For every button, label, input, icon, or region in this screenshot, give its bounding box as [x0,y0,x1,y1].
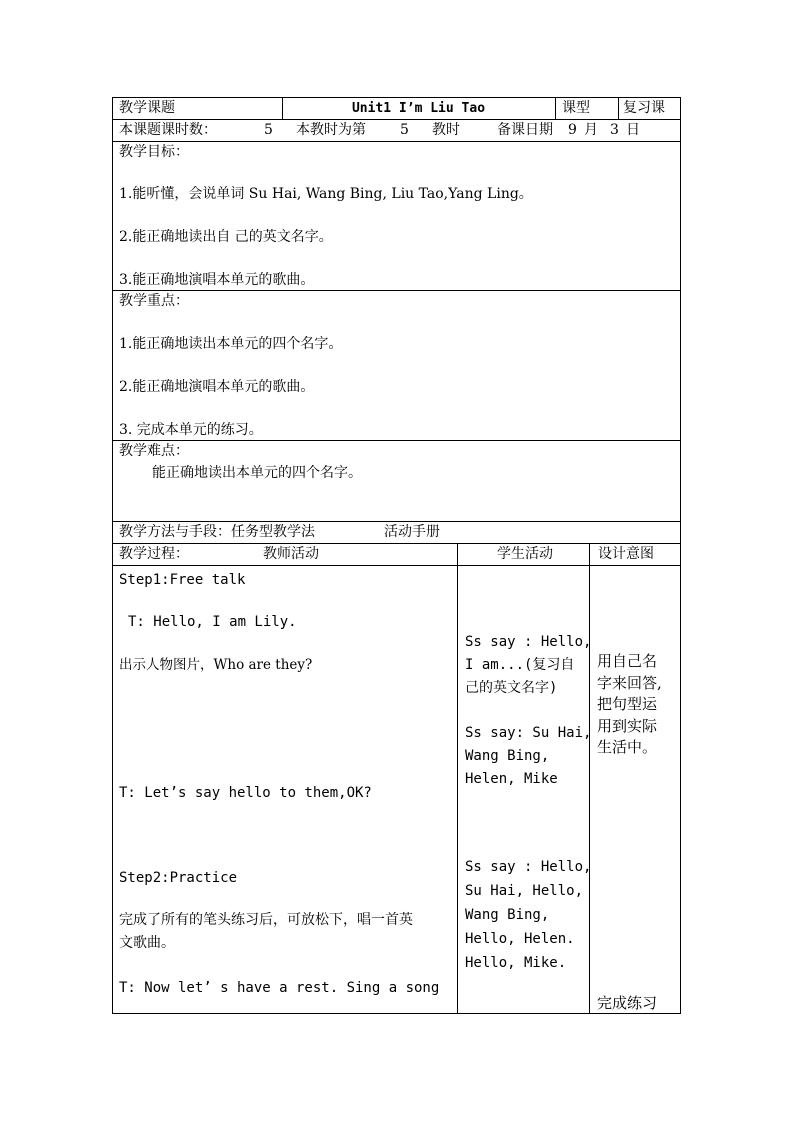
student-line: Wang Bing, [465,748,550,764]
key-points-title: 教学重点： [119,293,189,309]
row-divider [112,565,681,566]
practice-line: 文歌曲。 [119,935,175,951]
student-line: I am...(复习自 [465,657,575,673]
teacher-rest: T: Now let’ s have a rest. Sing a song [119,980,440,996]
key-point-item: 2.能正确地演唱本单元的歌曲。 [119,379,315,395]
student-line: 己的英文名字) [465,680,558,696]
student-line: Su Hai, Hello, [465,883,584,899]
row-divider [112,141,681,142]
row-divider [112,521,681,522]
design-finish: 完成练习 [597,994,658,1012]
lessons-label: 本课题课时数： [119,122,217,138]
design-line: 把句型运 [597,695,658,713]
teacher-greeting: T: Hello, I am Lily. [128,614,297,630]
methods-tool: 活动手册 [384,524,440,540]
design-intent-text [597,651,662,759]
date-month: 9 [568,122,577,138]
step1-title: Step1:Free talk [119,572,246,588]
type-label: 课型 [562,100,590,116]
col-divider [618,97,619,119]
design-line: 用自己名 [597,652,658,670]
difficulties-text: 能正确地读出本单元的四个名字。 [152,465,362,481]
student-activity-group [465,631,591,700]
row-divider [112,119,681,120]
objectives-title: 教学目标： [119,144,189,160]
design-line: 生活中。 [597,738,658,756]
student-activity-group [465,722,591,791]
student-activity-group [465,855,591,975]
date-label: 备课日期 [497,122,553,138]
key-point-item: 1.能正确地读出本单元的四个名字。 [119,336,343,352]
student-line: Hello, Helen. [465,931,575,947]
methods-label: 教学方法与手段：任务型教学法 [119,524,315,540]
teacher-activity-header: 教师活动 [263,546,319,562]
step2-title: Step2:Practice [119,870,238,886]
lessons-value: 5 [264,122,273,138]
student-line: Ss say: Su Hai, [465,725,592,741]
month-char: 月 [584,122,598,138]
topic-label: 教学课题 [119,100,175,116]
date-day: 3 [610,122,619,138]
student-line: Hello, Mike. [465,955,567,971]
practice-line: 完成了所有的笔头练习后，可放松下，唱一首英 [119,912,413,928]
row-divider [112,290,681,291]
teacher-show-pictures: 出示人物图片，Who are they? [119,657,313,673]
table-border-right [680,97,681,1014]
student-line: Ss say : Hello, [465,859,592,875]
table-border-bottom [112,1013,681,1014]
row-divider [112,440,681,441]
teacher-say-hello: T: Let’s say hello to them,OK? [119,785,372,801]
student-activity-header: 学生活动 [497,546,553,562]
table-border-top [112,97,681,98]
objective-item: 3.能正确地演唱本单元的歌曲。 [119,272,315,288]
process-label: 教学过程： [119,546,189,562]
current-label: 本教时为第 [296,122,366,138]
day-char: 日 [626,122,640,138]
topic-value: Unit1 I’m Liu Tao [351,101,486,116]
key-point-item: 3. 完成本单元的练习。 [119,422,263,438]
current-suffix: 教时 [432,122,460,138]
row-divider [112,543,681,544]
current-value: 5 [400,122,409,138]
table-border-left [112,97,113,1014]
type-value: 复习课 [623,100,665,116]
objective-item: 2.能正确地读出自 己的英文名字。 [119,229,333,245]
difficulties-title: 教学难点： [119,443,189,459]
design-intent-header: 设计意图 [598,546,654,562]
design-line: 用到实际 [597,716,658,735]
col-divider [555,97,556,119]
student-line: Wang Bing, [465,907,550,923]
student-line: Ss say : Hello, [465,634,592,650]
design-line: 字来回答, [597,673,662,692]
student-line: Helen, Mike [465,771,558,787]
objective-item: 1.能听懂，会说单词 Su Hai, Wang Bing, Liu Tao,Yang Ling。 [119,186,533,202]
col-divider [457,543,458,1014]
